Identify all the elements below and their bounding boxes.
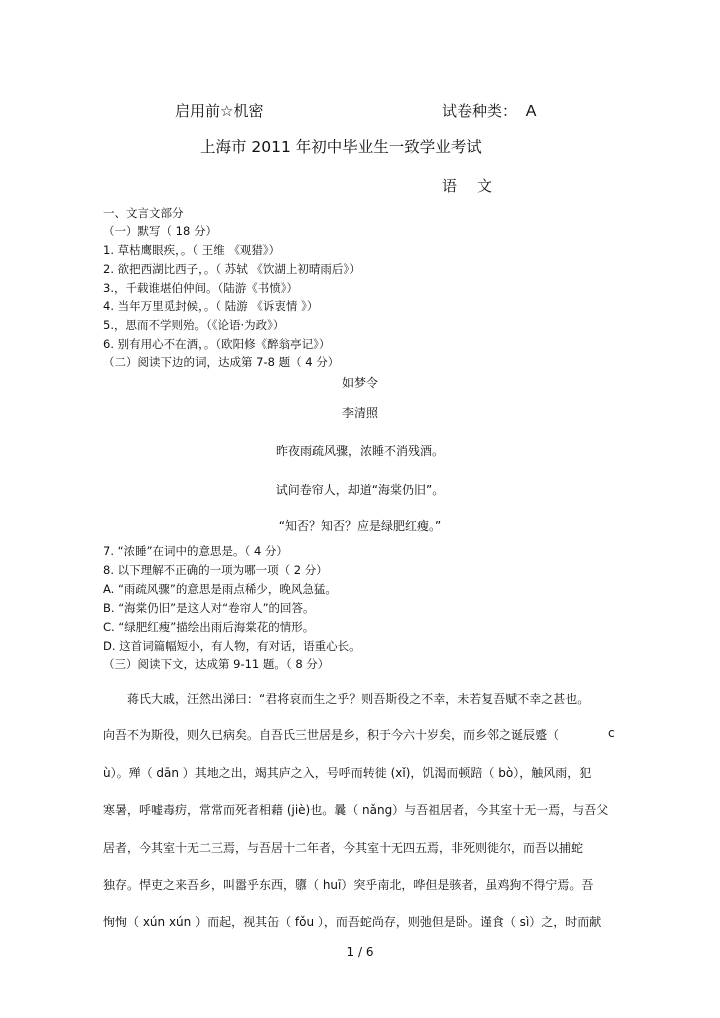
- question-item: 8. 以下理解不正确的一项为哪一项（ 2 分）: [103, 563, 328, 577]
- passage-line-tail: c: [608, 726, 615, 740]
- recitation-item: 2. 欲把西湖比西子，。（ 苏轼 《饮湖上初晴雨后》）: [103, 262, 361, 276]
- recitation-item: 4. 当年万里觅封候，。（ 陆游 《诉衷情 》）: [103, 299, 319, 313]
- passage-line: 居者，今其室十无二三焉，与吾居十二年者，今其室十无四五焉，非死则徙尔，而吾以捕蛇: [103, 841, 584, 855]
- recitation-item: 1. 草枯鹰眼疾，。（ 王维 《观猎》）: [103, 243, 281, 257]
- recitation-item: 5.，思而不学则殆。（《论语·为政》）: [103, 318, 285, 332]
- section-heading: 一、文言文部分: [103, 206, 184, 220]
- exam-title: 上海市 2011 年初中毕业生一致学业考试: [200, 138, 482, 156]
- choice-item: A. “雨疏风骤”的意思是雨点稀少，晚风急猛。: [103, 582, 337, 596]
- passage-line: 恂恂（ xún xún ）而起，视其缶（ fǒu ），而吾蛇尚存，则弛但是卧。谨食（ sì）之，时而献: [103, 915, 602, 929]
- paper-type: [442, 100, 536, 121]
- poem-line: 试问卷帘人，却道“海棠仍旧”。: [275, 483, 445, 497]
- recitation-item: 3.，千载谁堪伯仲间。（陆游《书愤》）: [103, 281, 298, 295]
- choice-item: B. “海棠仍旧”是这人对“卷帘人”的回答。: [103, 601, 315, 615]
- passage-line: 向吾不为斯役，则久已病矣。自吾氏三世居是乡，积于今六十岁矣，而乡邻之诞辰蹙（: [103, 728, 560, 742]
- choice-item: D. 这首词篇幅短小，有人物，有对话，语重心长。: [103, 639, 361, 653]
- subject-title: 语文: [442, 177, 513, 195]
- poem-title: 如梦令: [341, 376, 378, 390]
- poem-line: “知否？知否？应是绿肥红瘦。”: [278, 519, 442, 533]
- recitation-item: 6. 别有用心不在酒，。（欧阳修《醉翁亭记》）: [103, 337, 331, 351]
- question-item: 7. “浓睡”在词中的意思是。（ 4 分）: [103, 544, 288, 558]
- part3-heading: （三）阅读下文，达成第 9-11 题。（ 8 分）: [103, 657, 330, 671]
- poem-line: 昨夜雨疏风骤，浓睡不消残酒。: [275, 444, 444, 458]
- confidential-label: 启用前☆机密: [175, 102, 264, 120]
- part1-heading: （一）默写（ 18 分）: [103, 224, 217, 238]
- choice-item: C. “绿肥红瘦”描绘出雨后海棠花的情形。: [103, 620, 315, 634]
- passage-line: 寒暑，呼嘘毒疠，常常而死者相藉 (jiè)也。曩（ nǎng）与吾祖居者，今其室十无一焉，与吾父: [103, 803, 609, 817]
- paper-type-value: A: [525, 103, 537, 120]
- passage-line: 独存。悍吏之来吾乡，叫嚣乎东西，隳（ huī）突乎南北，哗但是骇者，虽鸡狗不得宁焉。吾: [103, 878, 594, 892]
- paper-type-label: 试卷种类：: [442, 102, 518, 120]
- passage-line: 蒋氏大戚，汪然出涕曰：“君将哀而生之乎？则吾斯役之不幸，未若复吾赋不幸之甚也。: [127, 692, 590, 706]
- passage-line: ù）。殚（ dān ）其地之出，竭其庐之入，号呼而转徙 (xǐ)，饥渴而顿踣（ bò），触风雨，犯: [103, 766, 592, 780]
- part2-heading: （二）阅读下边的词，达成第 7-8 题（ 4 分）: [103, 355, 340, 369]
- page-number: 1 / 6: [346, 945, 374, 959]
- poem-author: 李清照: [341, 406, 378, 420]
